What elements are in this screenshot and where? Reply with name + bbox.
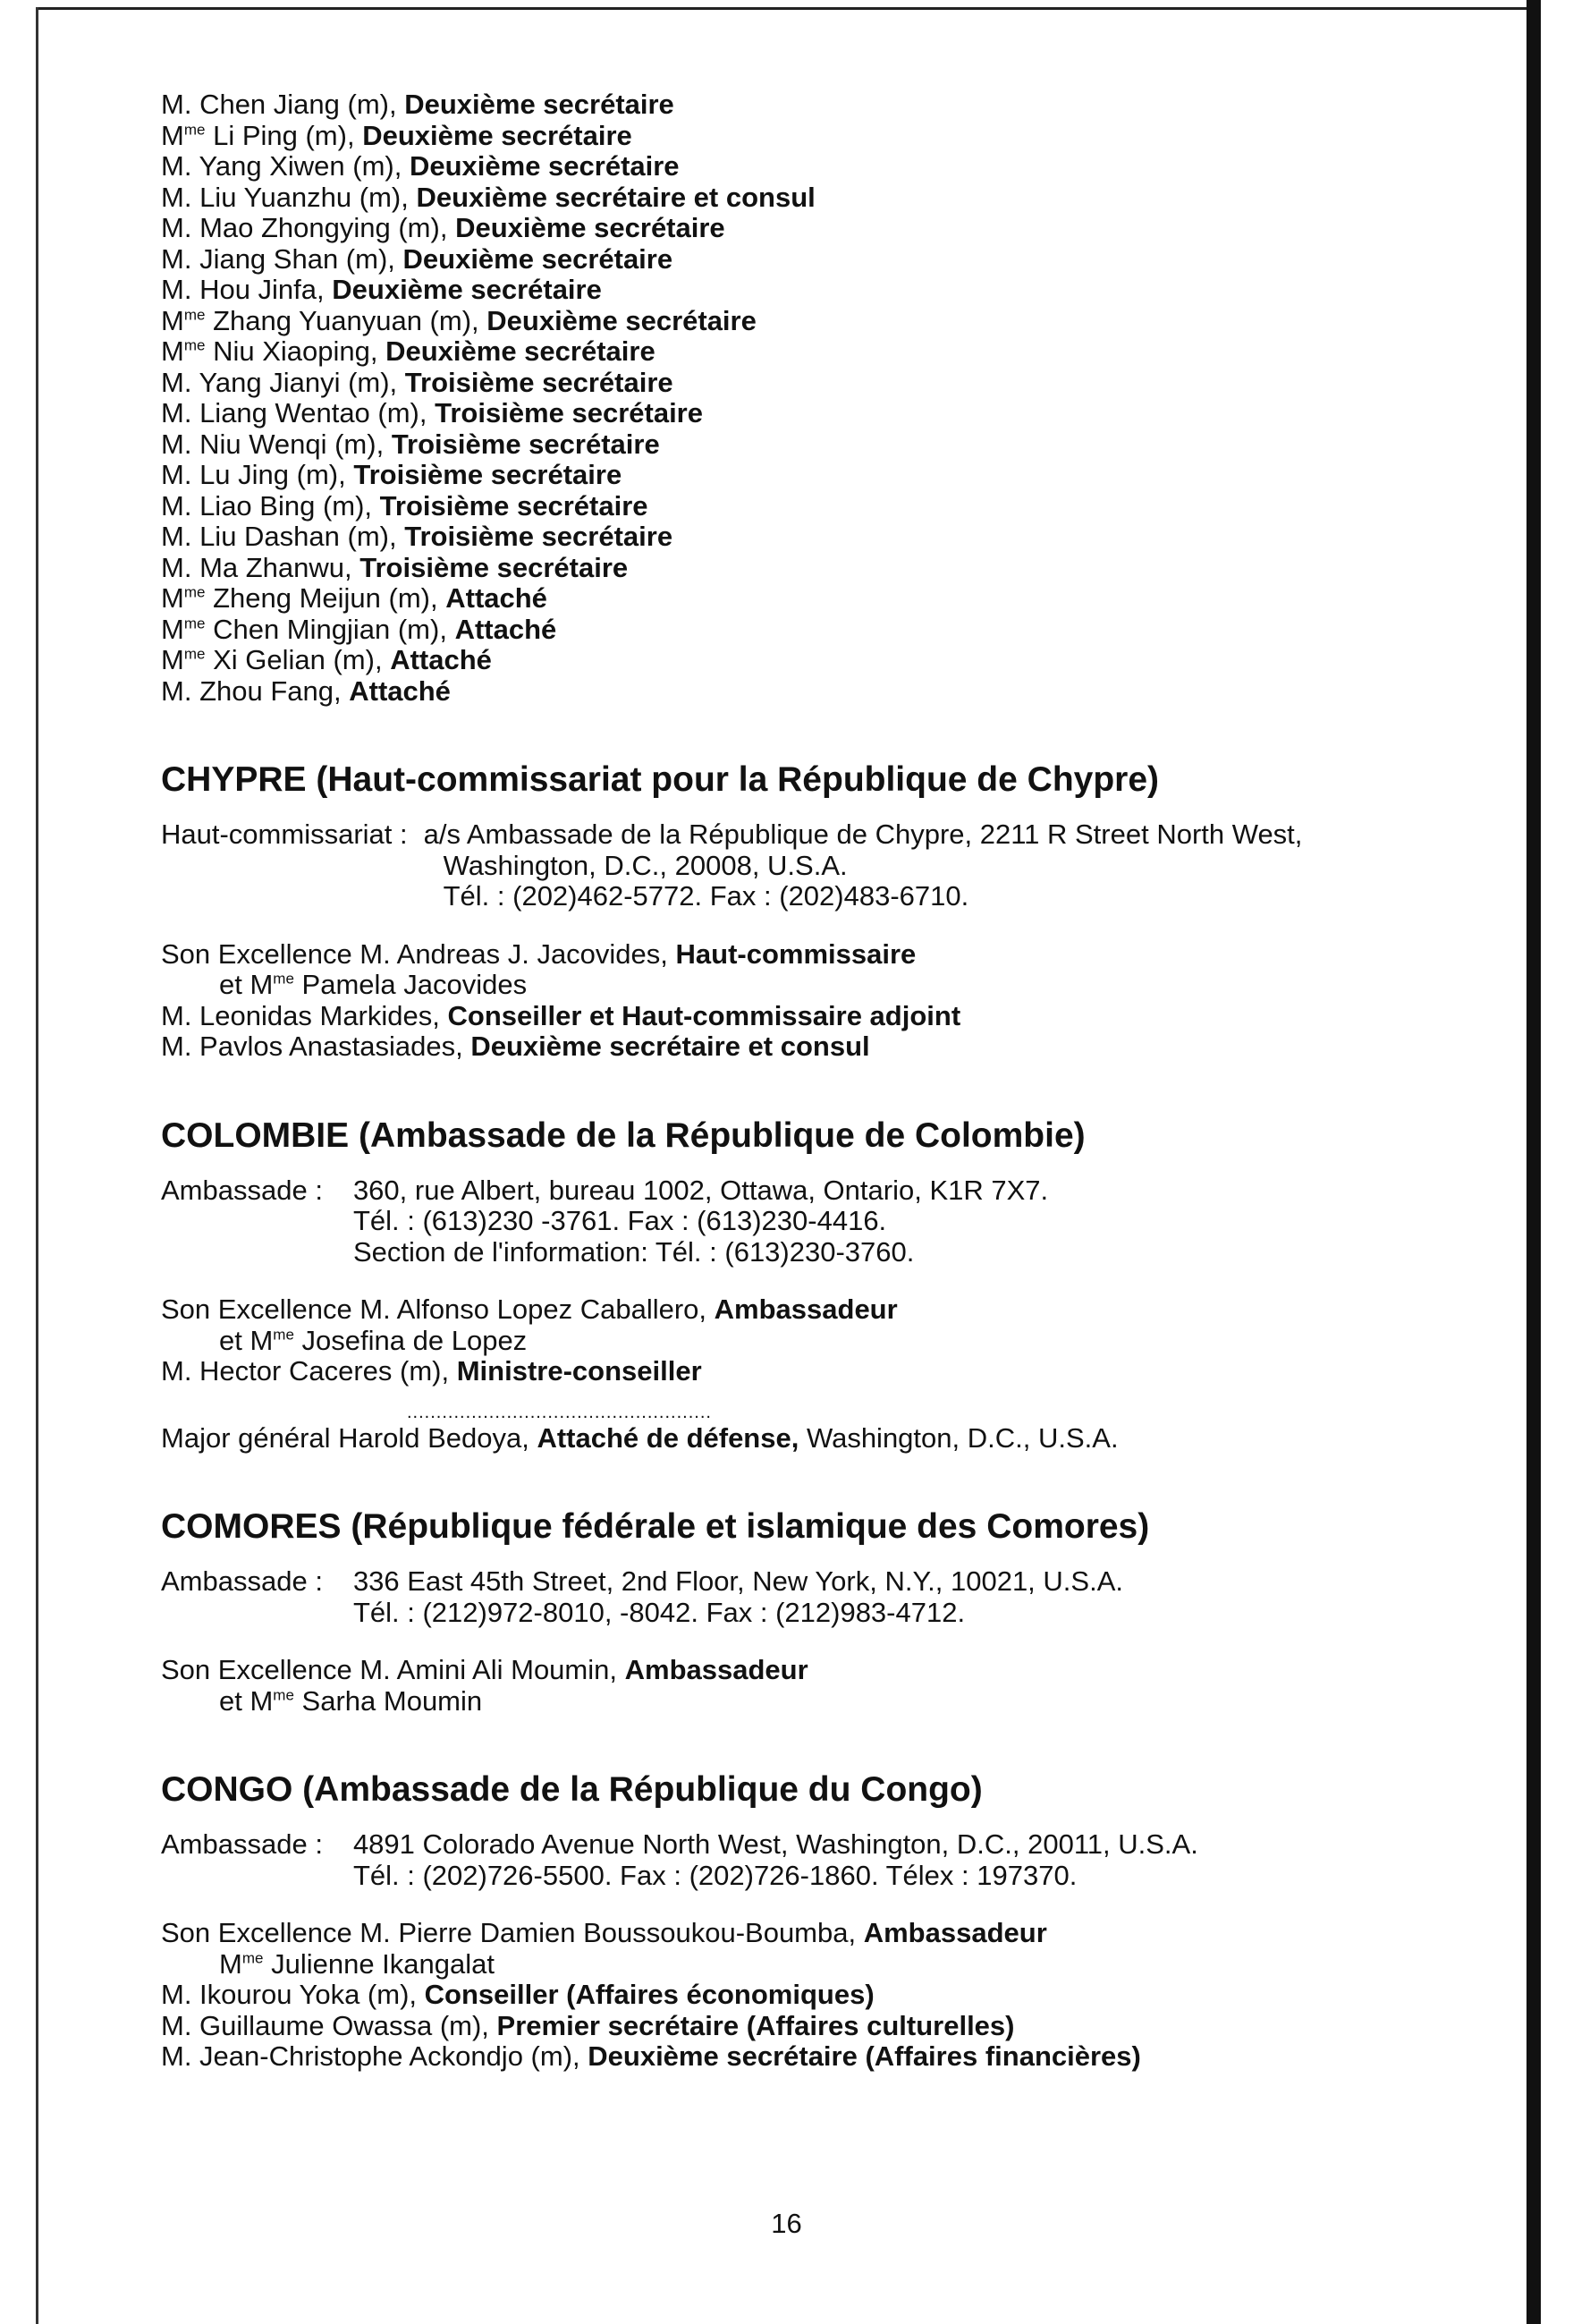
address-line: Tél. : (613)230 -3761. Fax : (613)230-4416. xyxy=(352,1205,887,1236)
staff-name: Yang Jianyi (m), xyxy=(199,366,398,398)
title-mme: $M^{me}$ xyxy=(161,644,206,675)
staff-line xyxy=(161,583,1449,615)
staff-line xyxy=(161,151,1449,182)
staff-line: Son Excellence M. Andreas J. Jacovides, Haut-commissaire xyxy=(161,937,917,970)
staff-role: Attaché xyxy=(349,674,451,707)
staff-role: Troisième secrétaire xyxy=(379,489,648,522)
staff-line xyxy=(161,645,1449,676)
address-line: Section de l'information: Tél. : (613)230-3760. xyxy=(352,1235,915,1268)
staff-role: Deuxième secrétaire xyxy=(385,335,655,367)
section-comores xyxy=(161,1507,1449,1717)
staff-name: Xi Gelian (m), xyxy=(213,644,383,675)
address-label: Ambassade : xyxy=(161,1828,323,1860)
staff-line: M. Ikourou Yoka (m), Conseiller (Affaires économiques) xyxy=(161,1979,875,2010)
staff-name: Li Ping (m), xyxy=(213,119,355,151)
staff-line xyxy=(161,306,1449,337)
staff-role: Deuxième secrétaire xyxy=(362,119,632,151)
spouse-line: et $M^{me}$ Josefina de Lopez xyxy=(219,1324,528,1356)
staff-name: Chen Jiang (m), xyxy=(199,89,397,120)
staff-name: Niu Wenqi (m), xyxy=(199,428,385,460)
section-heading: CONGO (Ambassade de la République du Congo) xyxy=(161,1770,983,1809)
staff-name: Zhou Fang, xyxy=(199,674,342,707)
staff-line: M. Guillaume Owassa (m), Premier secrétaire (Affaires culturelles) xyxy=(161,2009,1015,2041)
staff-line: Son Excellence M. Amini Ali Moumin, Ambassadeur xyxy=(161,1654,808,1685)
address-lines xyxy=(424,819,1303,912)
title-m: M. xyxy=(161,181,192,213)
staff-role: Deuxième secrétaire xyxy=(332,274,602,305)
staff-name: Zhang Yuanyuan (m), xyxy=(213,304,479,336)
staff-role: Troisième secrétaire xyxy=(404,521,673,552)
title-m: M. xyxy=(161,551,192,583)
staff-line: Son Excellence M. Pierre Damien Boussoukou-Boumba, Ambassadeur xyxy=(161,1917,1047,1948)
staff-name: Hou Jinfa, xyxy=(199,274,325,305)
title-mme: $M^{me}$ xyxy=(161,613,206,645)
staff-line: M. Jean-Christophe Ackondjo (m), Deuxième secrétaire (Affaires financières) xyxy=(161,2040,1141,2072)
address-line: Washington, D.C., 20008, U.S.A. xyxy=(443,849,848,881)
staff-line xyxy=(161,522,1449,553)
title-m: M. xyxy=(161,212,192,243)
address-line: 4891 Colorado Avenue North West, Washington, D.C., 20011, U.S.A. xyxy=(352,1828,1198,1860)
staff-line xyxy=(161,429,1449,461)
staff-name: Liang Wentao (m), xyxy=(199,397,427,428)
spouse-line: et $M^{me}$ Pamela Jacovides xyxy=(219,969,528,1000)
staff-role: Attaché xyxy=(445,582,547,614)
staff-name: Chen Mingjian (m), xyxy=(213,613,447,645)
staff-line: M. Pavlos Anastasiades, Deuxième secrétaire et consul xyxy=(161,1031,870,1062)
title-m: M. xyxy=(161,150,192,182)
staff-role: Deuxième secrétaire xyxy=(404,89,674,120)
staff-line xyxy=(161,615,1449,646)
staff-line xyxy=(161,244,1449,276)
page-border-top xyxy=(36,7,1526,10)
page-border-left xyxy=(36,7,38,2324)
staff-name: Mao Zhongying (m), xyxy=(199,212,448,243)
address-block xyxy=(161,1566,1449,1628)
staff-role: Troisième secrétaire xyxy=(353,459,622,490)
staff-name: Lu Jing (m), xyxy=(199,459,346,490)
staff-line xyxy=(161,336,1449,368)
staff-line xyxy=(161,398,1449,429)
staff-name: Yang Xiwen (m), xyxy=(199,150,402,182)
address-line: Tél. : (212)972-8010, -8042. Fax : (212)983-4712. xyxy=(352,1596,966,1628)
address-lines xyxy=(353,1175,1048,1268)
staff-line xyxy=(161,213,1449,244)
staff-name: Zheng Meijun (m), xyxy=(213,582,438,614)
staff-name: Liu Dashan (m), xyxy=(199,521,397,552)
address-line: 336 East 45th Street, 2nd Floor, New York, N.Y., 10021, U.S.A. xyxy=(352,1565,1123,1597)
staff-line xyxy=(161,491,1449,522)
page-border-right xyxy=(1526,0,1541,2324)
title-m: M. xyxy=(161,428,192,460)
section-congo xyxy=(161,1770,1449,2073)
china-staff-list xyxy=(161,89,1449,707)
title-m: M. xyxy=(161,397,192,428)
staff-name: Jiang Shan (m), xyxy=(199,242,395,275)
address-block xyxy=(161,1829,1449,1891)
staff-role: Troisième secrétaire xyxy=(359,551,629,583)
staff-role: Deuxième secrétaire et consul xyxy=(416,181,816,213)
staff-name: Liao Bing (m), xyxy=(199,489,373,522)
title-m: M. xyxy=(161,674,192,707)
title-mme: $M^{me}$ xyxy=(161,582,206,614)
staff-line xyxy=(161,89,1449,121)
section-heading: COLOMBIE (Ambassade de la République de Colombie) xyxy=(161,1115,1086,1155)
title-mme: $M^{me}$ xyxy=(161,335,206,367)
staff-name: Ma Zhanwu, xyxy=(199,551,352,583)
staff-line xyxy=(161,368,1449,399)
staff-role: Deuxième secrétaire xyxy=(486,304,757,336)
address-block xyxy=(161,1175,1449,1268)
spouse-line: $M^{me}$ Julienne Ikangalat xyxy=(219,1947,495,1980)
staff-line: M. Leonidas Markides, Conseiller et Haut-commissaire adjoint xyxy=(161,999,961,1031)
title-m: M. xyxy=(161,459,192,490)
address-lines xyxy=(353,1829,1198,1891)
page-number: 16 xyxy=(771,2208,802,2239)
dotted-separator: .................................................... xyxy=(407,1402,712,1422)
spouse-line: et $M^{me}$ Sarha Moumin xyxy=(219,1684,483,1717)
staff-line: Son Excellence M. Alfonso Lopez Caballero, Ambassadeur xyxy=(161,1293,898,1325)
staff-name: Niu Xiaoping, xyxy=(213,335,378,367)
staff-role: Troisième secrétaire xyxy=(404,366,673,398)
staff-role: Deuxième secrétaire xyxy=(402,242,673,275)
staff-line xyxy=(161,676,1449,708)
staff-line: Major général Harold Bedoya, Attaché de défense, Washington, D.C., U.S.A. xyxy=(161,1421,1119,1454)
address-line: Tél. : (202)726-5500. Fax : (202)726-1860. Télex : 197370. xyxy=(352,1859,1078,1891)
staff-role: Troisième secrétaire xyxy=(435,397,703,428)
title-mme: $M^{me}$ xyxy=(161,119,206,151)
address-line: 360, rue Albert, bureau 1002, Ottawa, Ontario, K1R 7X7. xyxy=(352,1174,1049,1206)
section-chypre xyxy=(161,760,1449,1063)
staff-role: Deuxième secrétaire xyxy=(409,150,680,182)
staff-line xyxy=(161,182,1449,214)
staff-role: Attaché xyxy=(390,644,492,675)
title-m: M. xyxy=(161,274,192,305)
title-m: M. xyxy=(161,242,192,275)
title-mme: $M^{me}$ xyxy=(161,304,206,336)
section-heading: CHYPRE (Haut-commissariat pour la République de Chypre) xyxy=(161,760,1160,799)
address-label: Ambassade : xyxy=(161,1174,323,1206)
title-m: M. xyxy=(161,489,192,522)
staff-line xyxy=(161,275,1449,306)
title-m: M. xyxy=(161,366,192,398)
page-content xyxy=(161,89,1449,2073)
staff-line: M. Hector Caceres (m), Ministre-conseiller xyxy=(161,1355,702,1387)
address-line: Tél. : (202)462-5772. Fax : (202)483-6710. xyxy=(443,880,969,912)
address-block xyxy=(161,819,1449,912)
staff-role: Deuxième secrétaire xyxy=(455,212,725,243)
staff-role: Attaché xyxy=(454,613,557,645)
address-lines xyxy=(353,1566,1123,1628)
address-label: Ambassade : xyxy=(161,1565,323,1597)
staff-line xyxy=(161,553,1449,584)
staff-line xyxy=(161,121,1449,152)
staff-line xyxy=(161,460,1449,491)
title-m: M. xyxy=(161,521,192,552)
section-colombie xyxy=(161,1116,1449,1455)
section-heading: COMORES (République fédérale et islamique des Comores) xyxy=(161,1507,1150,1546)
staff-name: Liu Yuanzhu (m), xyxy=(199,181,409,213)
address-label: Haut-commissariat : xyxy=(161,818,408,850)
staff-role: Troisième secrétaire xyxy=(391,428,660,460)
address-line: a/s Ambassade de la République de Chypre, 2211 R Street North West, xyxy=(423,818,1303,850)
title-m: M. xyxy=(161,89,192,120)
